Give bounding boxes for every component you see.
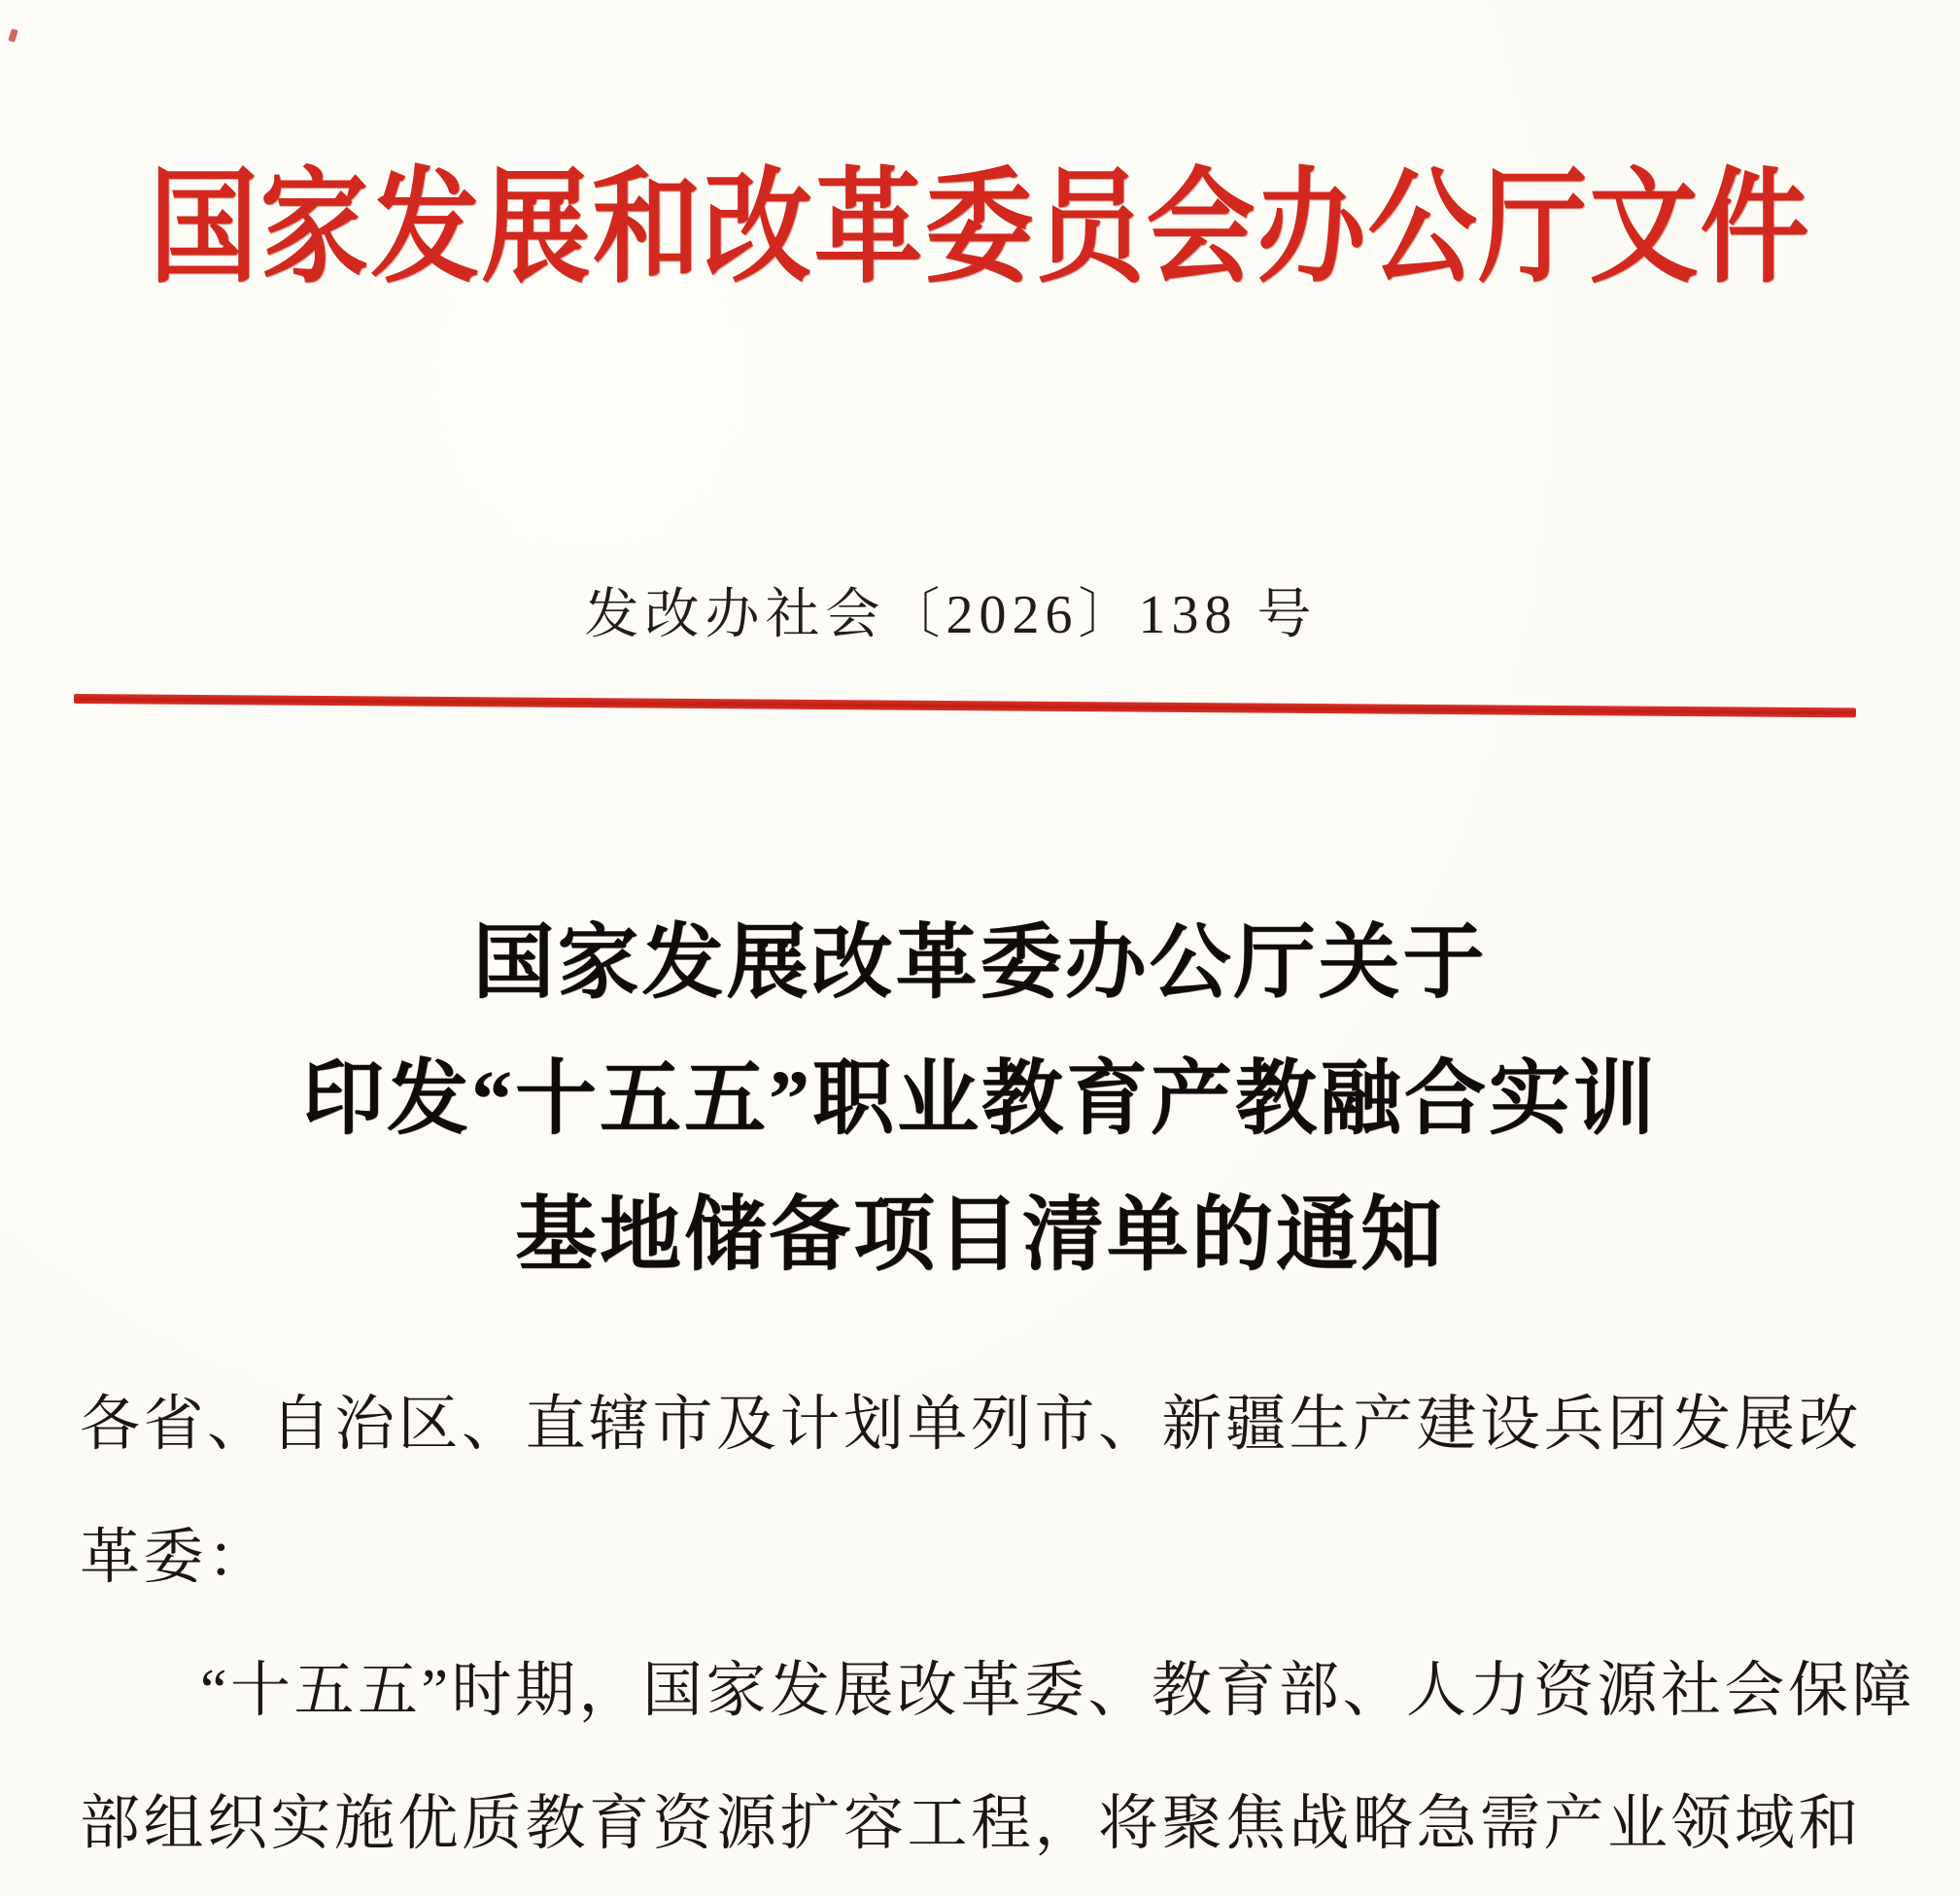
title-line-1: 国家发展改革委办公厅关于 xyxy=(472,918,1488,1009)
salutation-line-2: 革委： xyxy=(80,1525,271,1591)
title-line-3: 基地储备项目清单的通知 xyxy=(514,1190,1445,1281)
scan-artifact-speck xyxy=(8,28,18,43)
agency-header-title: 国家发展和改革委员会办公厅文件 xyxy=(149,160,1811,298)
red-divider-line xyxy=(74,694,1856,717)
document-body xyxy=(80,1359,1916,1891)
document-number: 发改办社会〔2026〕138 号 xyxy=(584,585,1318,645)
paragraph-line-2: 部组织实施优质教育资源扩容工程，将聚焦战略急需产业领域和 xyxy=(80,1791,1863,1857)
salutation-line-1: 各省、自治区、直辖市及计划单列市、新疆生产建设兵团发展改 xyxy=(80,1392,1863,1458)
paragraph-line-1: “十五五”时期，国家发展改革委、教育部、人力资源社会保障 xyxy=(200,1658,1916,1724)
title-line-2: 印发“十五五”职业教育产教融合实训 xyxy=(301,1054,1658,1145)
document-title xyxy=(0,896,1960,1304)
